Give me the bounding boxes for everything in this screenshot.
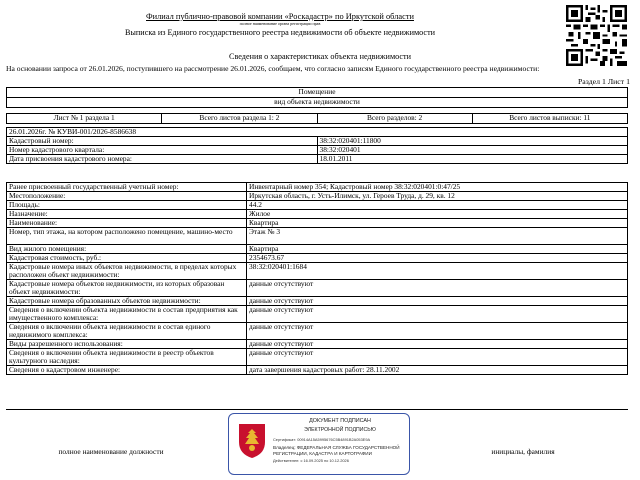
field-value: Этаж № 3	[247, 228, 628, 245]
table-row	[7, 366, 628, 375]
section-title: Сведения о характеристиках объекта недвижимости	[228, 52, 412, 61]
field-label: Ранее присвоенный государственный учетный номер:	[7, 183, 247, 192]
position-caption: полное наименование должности	[58, 447, 164, 456]
section-reference: Раздел 1 Лист 1	[577, 77, 630, 86]
table-row	[7, 210, 628, 219]
field-label: Наименование:	[7, 219, 247, 228]
total-section-sheets: Всего листов раздела 1: 2	[162, 114, 317, 124]
field-value: данные отсутствуют	[247, 306, 628, 323]
object-type-value: Помещение	[7, 88, 628, 98]
field-value: данные отсутствуют	[247, 340, 628, 349]
field-value: 2354673.67	[247, 254, 628, 263]
table-row	[7, 245, 628, 254]
stamp-owner: Владелец: ФЕДЕРАЛЬНАЯ СЛУЖБА ГОСУДАРСТВЕННОЙ	[273, 445, 400, 450]
stamp-line: ДОКУМЕНТ ПОДПИСАН	[309, 418, 371, 424]
total-sections: Всего разделов: 2	[317, 114, 472, 124]
field-value: данные отсутствуют	[247, 323, 628, 340]
field-value: данные отсутствуют	[247, 349, 628, 366]
coat-of-arms-icon	[235, 420, 269, 460]
field-label: Сведения о включении объекта недвижимости в реестр объектов культурного наследия:	[7, 349, 247, 366]
stamp-certificate: Сертификат: 00914A15A5995676C5B4891B2A053E9A	[273, 437, 371, 442]
field-label: Сведения о кадастровом инженере:	[7, 366, 247, 375]
field-label: Площадь:	[7, 201, 247, 210]
field-label: Местоположение:	[7, 192, 247, 201]
table-row	[7, 183, 628, 192]
field-label: Номер кадастрового квартала:	[7, 146, 318, 155]
total-extract-sheets: Всего листов выписки: 11	[472, 114, 627, 124]
field-value: Квартира	[247, 245, 628, 254]
stamp-validity: Действителен: с 16.09.2025 по 10.12.2026	[273, 458, 349, 463]
document-title: Выписка из Единого государственного реестра недвижимости об объекте недвижимости	[124, 28, 436, 37]
field-value: 18.01.2011	[317, 155, 628, 164]
field-label: Сведения о включении объекта недвижимости в состав предприятия как имущественного комплекса:	[7, 306, 247, 323]
field-label: Сведения о включении объекта недвижимости в состав единого недвижимого комплекса:	[7, 323, 247, 340]
stamp-line: ЭЛЕКТРОННОЙ ПОДПИСЬЮ	[304, 427, 376, 433]
field-value: дата завершения кадастровых работ: 28.11.2002	[247, 366, 628, 375]
field-label: Кадастровые номера образованных объектов недвижимости:	[7, 297, 247, 306]
table-row	[7, 263, 628, 280]
field-value: Квартира	[247, 219, 628, 228]
field-label: Кадастровый номер:	[7, 137, 318, 146]
electronic-signature-stamp	[228, 413, 410, 475]
sheets-info-row	[6, 113, 628, 124]
table-row	[7, 323, 628, 340]
table-row	[7, 349, 628, 366]
cadastral-header-table	[6, 127, 628, 164]
sheet-number: Лист № 1 раздела 1	[7, 114, 162, 124]
table-row	[7, 219, 628, 228]
request-basis-text: На основании запроса от 26.01.2026, поступившего на рассмотрение 26.01.2026, сообщаем, что согласно записям Единого государственного реестра недвижимости:	[6, 64, 540, 73]
field-value: Иркутская область, г. Усть-Илимск, ул. Героев Труда, д. 29, кв. 12	[247, 192, 628, 201]
table-row	[7, 280, 628, 297]
name-caption: инициалы, фамилия	[491, 447, 555, 456]
field-value: 38:32:020401	[317, 146, 628, 155]
field-value: данные отсутствуют	[247, 297, 628, 306]
field-value: 38:32:020401:11800	[317, 137, 628, 146]
field-label: Вид жилого помещения:	[7, 245, 247, 254]
field-label: Номер, тип этажа, на котором расположено помещение, машино-место	[7, 228, 247, 245]
field-label: Кадастровая стоимость, руб.:	[7, 254, 247, 263]
field-label: Кадастровые номера иных объектов недвижимости, в пределах которых расположен объект недвижимости:	[7, 263, 247, 280]
object-type-label: вид объекта недвижимости	[7, 98, 628, 108]
field-value: 38:32:020401:1684	[247, 263, 628, 280]
table-row	[7, 306, 628, 323]
field-label: Назначение:	[7, 210, 247, 219]
table-row	[7, 340, 628, 349]
organization-title: Филиал публично-правовой компании «Роскадастр» по Иркутской области	[146, 12, 414, 21]
field-label: Дата присвоения кадастрового номера:	[7, 155, 318, 164]
table-row	[7, 297, 628, 306]
object-type-box	[6, 87, 628, 108]
field-value: Инвентарный номер 354; Кадастровый номер 38:32:020401:0:47/25	[247, 183, 628, 192]
characteristics-table	[6, 182, 628, 375]
table-row	[7, 254, 628, 263]
table-row	[7, 201, 628, 210]
field-label: Виды разрешенного использования:	[7, 340, 247, 349]
organization-caption: полное наименование органа регистрации прав	[239, 21, 321, 26]
field-value: 44.2	[247, 201, 628, 210]
extract-number: 26.01.2026г. № КУВИ-001/2026-8586638	[7, 128, 628, 137]
stamp-owner: РЕГИСТРАЦИИ, КАДАСТРА И КАРТОГРАФИИ	[273, 451, 372, 456]
table-row	[7, 228, 628, 245]
table-row	[7, 192, 628, 201]
field-value: Жилое	[247, 210, 628, 219]
field-label: Кадастровые номера объектов недвижимости, из которых образован объект недвижимости:	[7, 280, 247, 297]
field-value: данные отсутствуют	[247, 280, 628, 297]
